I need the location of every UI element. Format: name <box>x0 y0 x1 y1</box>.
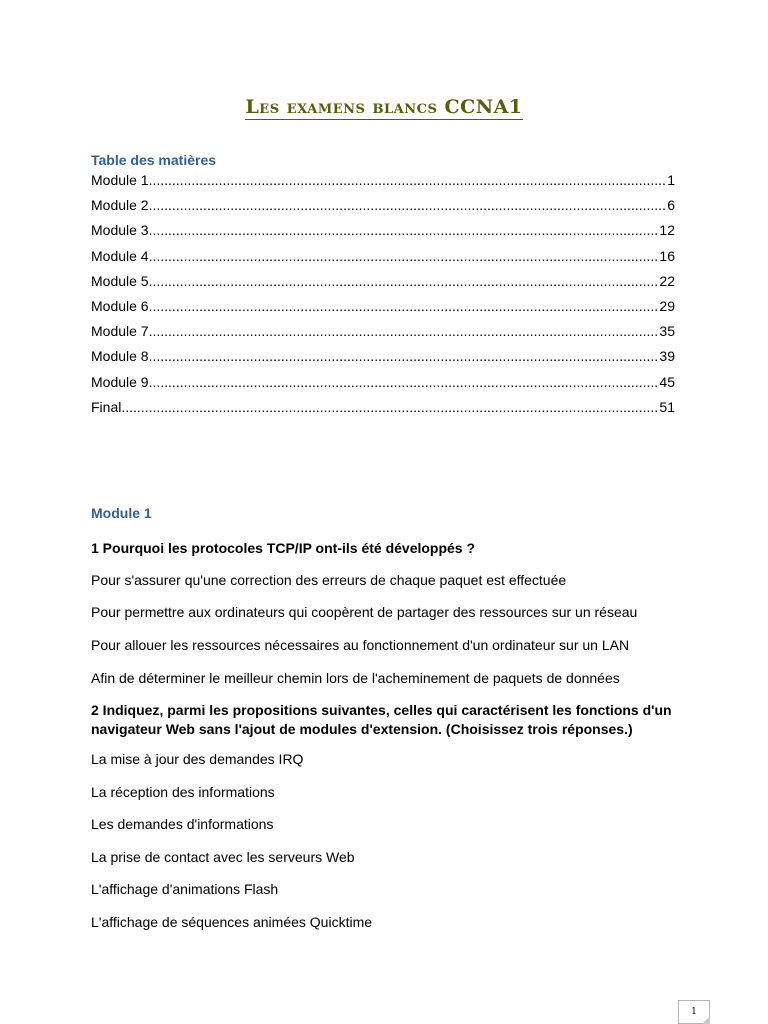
page-curl-icon <box>702 1016 710 1024</box>
answer-option: L'affichage d'animations Flash <box>91 881 279 897</box>
toc-entry-module-5[interactable] <box>91 271 675 296</box>
answer-option: Afin de déterminer le meilleur chemin lors de l'acheminement de paquets de données <box>91 670 620 686</box>
toc-entry-page: 22 <box>659 272 675 289</box>
toc-entry-label: Final <box>91 398 122 415</box>
toc-entry-module-6[interactable] <box>91 296 675 321</box>
answer-option: Pour allouer les ressources nécessaires au fonctionnement d'un ordinateur sur un LAN <box>91 637 630 653</box>
toc-entry-page: 45 <box>659 373 675 390</box>
toc-entry-page: 12 <box>659 222 675 239</box>
toc-entry-module-1[interactable] <box>91 170 675 195</box>
section-heading: Module 1 <box>91 505 152 521</box>
toc-heading: Table des matières <box>91 152 217 168</box>
toc-entry-final[interactable] <box>91 397 675 422</box>
question-2: 2 Indiquez, parmi les propositions suivantes, celles qui caractérisent les fonctions d'un navigateur Web sans l'ajout de modules d'extension. (Choisissez trois réponses.) <box>91 702 672 737</box>
toc-leader-dots <box>149 220 660 240</box>
answer-option: Pour s'assurer qu'une correction des erreurs de chaque paquet est effectuée <box>91 572 567 588</box>
page-number: 1 <box>691 1007 697 1017</box>
toc-entry-label: Module 4 <box>91 247 149 264</box>
toc-entry-label: Module 6 <box>91 297 149 314</box>
toc-entry-page: 6 <box>667 197 675 214</box>
toc-entry-label: Module 2 <box>91 197 149 214</box>
toc-leader-dots <box>149 372 660 392</box>
document-title-text: Les examens blancs CCNA1 <box>245 96 523 118</box>
toc-entry-label: Module 9 <box>91 373 149 390</box>
toc-entry-module-7[interactable] <box>91 321 675 346</box>
table-of-contents <box>91 170 675 422</box>
answer-option: La réception des informations <box>91 784 275 800</box>
toc-entry-label: Module 7 <box>91 323 149 340</box>
toc-leader-dots <box>149 246 660 266</box>
toc-leader-dots <box>149 346 660 366</box>
page-number-box <box>678 1000 710 1024</box>
toc-entry-module-3[interactable] <box>91 220 675 245</box>
toc-entry-module-4[interactable] <box>91 246 675 271</box>
document-title <box>0 96 768 118</box>
toc-entry-page: 51 <box>659 398 675 415</box>
toc-entry-page: 35 <box>659 323 675 340</box>
toc-entry-label: Module 1 <box>91 172 149 188</box>
question-1: 1 Pourquoi les protocoles TCP/IP ont-ils été développés ? <box>91 540 476 556</box>
answer-option: L'affichage de séquences animées Quicktime <box>91 914 373 930</box>
toc-entry-label: Module 5 <box>91 272 149 289</box>
answer-option: Pour permettre aux ordinateurs qui coopèrent de partager des ressources sur un réseau <box>91 604 638 620</box>
toc-leader-dots <box>149 195 668 215</box>
toc-entry-page: 39 <box>659 348 675 365</box>
toc-entry-page: 1 <box>667 172 675 188</box>
answer-option: La prise de contact avec les serveurs Web <box>91 849 355 865</box>
toc-leader-dots <box>149 296 660 316</box>
toc-leader-dots <box>149 170 668 190</box>
toc-entry-page: 16 <box>659 247 675 264</box>
toc-leader-dots <box>149 271 660 291</box>
toc-entry-label: Module 8 <box>91 348 149 365</box>
toc-entry-module-2[interactable] <box>91 195 675 220</box>
toc-entry-label: Module 3 <box>91 222 149 239</box>
answer-option: Les demandes d'informations <box>91 816 274 832</box>
toc-leader-dots <box>149 321 660 341</box>
toc-entry-module-8[interactable] <box>91 346 675 371</box>
answer-option: La mise à jour des demandes IRQ <box>91 751 304 767</box>
toc-entry-page: 29 <box>659 297 675 314</box>
toc-leader-dots <box>121 397 659 417</box>
toc-entry-module-9[interactable] <box>91 372 675 397</box>
